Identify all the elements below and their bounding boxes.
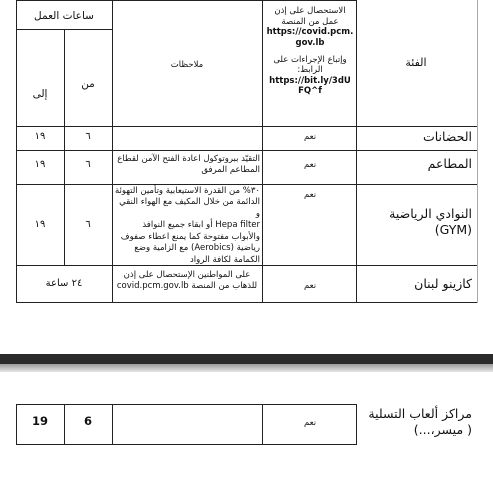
header-from: من bbox=[81, 78, 95, 90]
row-category: مراكز ألعاب التسلية ( ميسر،...) bbox=[368, 406, 472, 438]
row-instructions: نعم bbox=[303, 160, 317, 170]
row-to: 19 bbox=[31, 414, 48, 428]
row-to: ١٩ bbox=[34, 219, 46, 230]
row-from: ٦ bbox=[85, 159, 91, 170]
header-instructions: الاستحصال على إذن عمل من المنصة https://covid.pcm. gov.lb وإتباع الإجراءات على الرابط: https://bit.ly/3dU FQ^f bbox=[266, 6, 354, 97]
row-from: 6 bbox=[83, 414, 92, 428]
row-from: ٦ bbox=[85, 131, 91, 142]
header-working-hours: ساعات العمل bbox=[34, 10, 94, 22]
header-notes: ملاحظات bbox=[170, 60, 204, 70]
row-instructions: نعم bbox=[303, 418, 317, 428]
row-category: الحضانات bbox=[422, 129, 472, 144]
row-instructions: نعم bbox=[303, 281, 317, 291]
row-instructions: نعم bbox=[303, 132, 317, 142]
header-to: إلى bbox=[32, 88, 48, 100]
row-from: ٦ bbox=[85, 219, 91, 230]
row-category: كازينو لبنان bbox=[414, 276, 472, 291]
row-to: ١٩ bbox=[34, 131, 46, 142]
row-notes: ٣٠% من القدرة الاستيعابية وتأمين التهوئة الدائمة من خلال المكيف مع الهواء النقي و Hepa filter أو ابقاء جميع النوافذ والأبواب مفتوحة كما يمنع اعطاء صفوف رياضية (Aerobics) مع الزامية وضع الكمامة لكافة الرواد bbox=[114, 186, 260, 265]
row-instructions: نعم bbox=[303, 190, 317, 200]
row-notes: على المواطنين الإستحصال على إذن للذهاب من المنصة covid.pcm.gov.lb bbox=[116, 270, 258, 291]
row-notes: التقيّد ببروتوكول اعادة الفتح الآمن لقطاع المطاعم المرفق bbox=[117, 154, 260, 175]
header-category: الفئة bbox=[405, 56, 427, 69]
row-category: المطاعم bbox=[427, 156, 472, 171]
row-hours-merged: ٢٤ ساعة bbox=[45, 278, 83, 289]
page-separator bbox=[0, 354, 493, 364]
row-to: ١٩ bbox=[34, 159, 46, 170]
row-category: النوادي الرياضية (GYM) bbox=[389, 206, 472, 238]
